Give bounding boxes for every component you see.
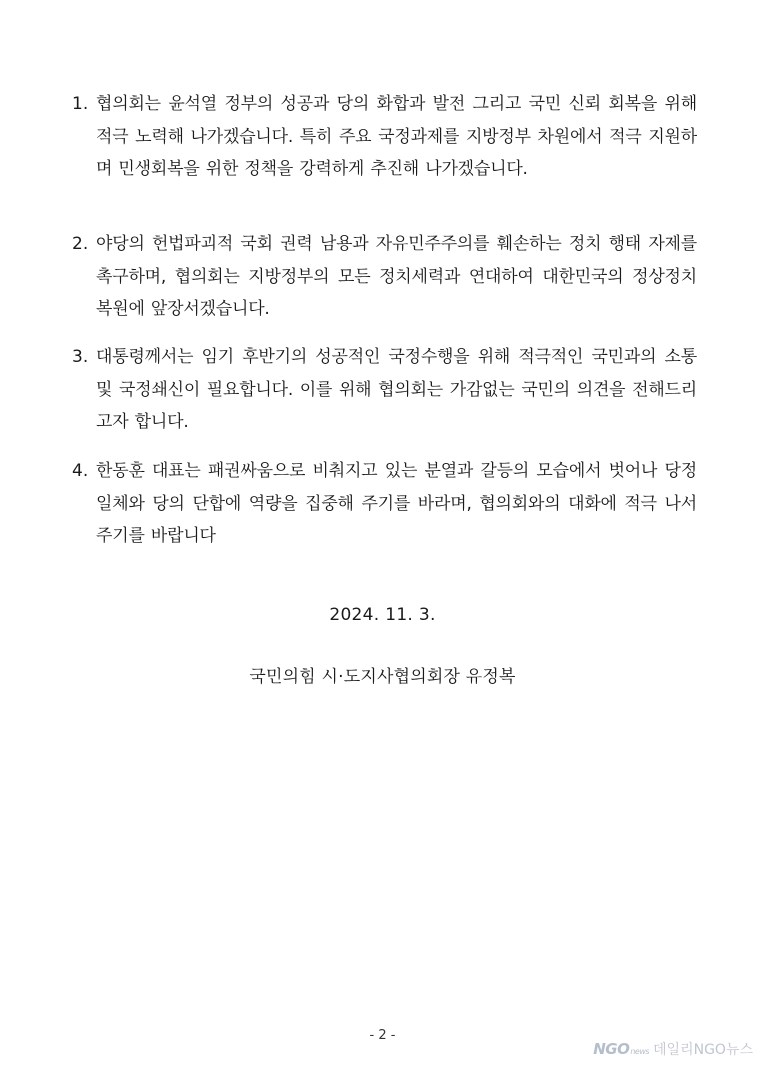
list-item xyxy=(72,455,697,553)
logo-subtext: news xyxy=(630,1047,650,1056)
item-number: 4. xyxy=(72,461,89,481)
logo-text: NGO xyxy=(593,1040,630,1058)
list-item xyxy=(72,341,697,439)
list-item xyxy=(72,88,697,186)
page-number: - 2 - xyxy=(369,1028,396,1043)
ngo-news-logo xyxy=(593,1040,649,1058)
item-text: 협의회는 윤석열 정부의 성공과 당의 화합과 발전 그리고 국민 신뢰 회복을 위해 적극 노력해 나가겠습니다. 특히 주요 국정과제를 지방정부 차원에서 적극 지원하며 민생회복을 위한 정책을 강력하게 추진해 나가겠습니다. xyxy=(96,94,697,179)
item-text: 야당의 헌법파괴적 국회 권력 남용과 자유민주주의를 훼손하는 정치 행태 자제를 촉구하며, 협의회는 지방정부의 모든 정치세력과 연대하여 대한민국의 정상정치 복원에 앞장서겠습니다. xyxy=(96,234,697,319)
item-number: 3. xyxy=(72,347,89,367)
item-number: 1. xyxy=(72,94,89,114)
list-item xyxy=(72,228,697,326)
watermark-text: 데일리NGO뉴스 xyxy=(653,1042,753,1058)
signature-line: 국민의힘 시·도지사협의회장 유정복 xyxy=(249,667,516,687)
news-watermark xyxy=(593,1039,753,1059)
item-text: 대통령께서는 임기 후반기의 성공적인 국정수행을 위해 적극적인 국민과의 소통 및 국정쇄신이 필요합니다. 이를 위해 협의회는 가감없는 국민의 의견을 전해드리고자 합니다. xyxy=(96,347,697,432)
item-number: 2. xyxy=(72,234,89,254)
document-date: 2024. 11. 3. xyxy=(329,605,436,625)
item-text: 한동훈 대표는 패권싸움으로 비춰지고 있는 분열과 갈등의 모습에서 벗어나 당정일체와 당의 단합에 역량을 집중해 주기를 바라며, 협의회와의 대화에 적극 나서주기를 바랍니다 xyxy=(96,461,697,546)
